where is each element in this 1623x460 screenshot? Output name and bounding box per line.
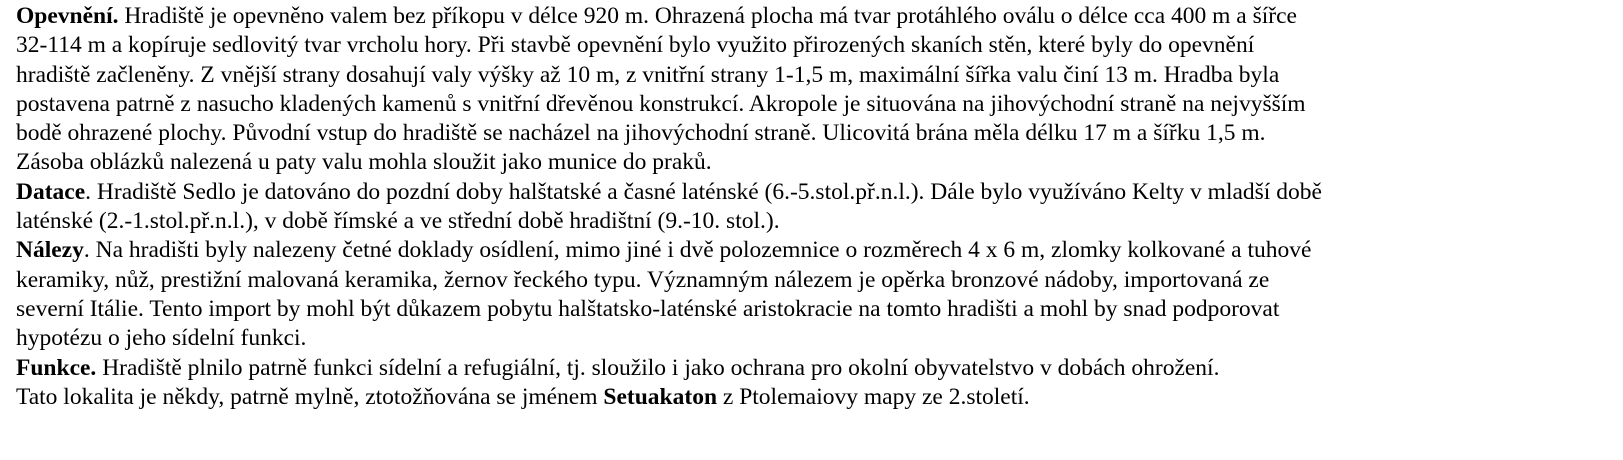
text-line: keramiky, nůž, prestižní malovaná keramika, žernov řeckého typu. Významným nálezem je opěrka bronzové nádoby, importovaná ze — [16, 266, 1270, 293]
section-label: Nálezy — [16, 237, 84, 264]
line-text: Hradiště plnilo patrně funkci sídelní a refugiální, tj. sloužilo i jako ochrana pro okolní obyvatelstvo v dobách ohrožení. — [96, 354, 1220, 381]
text-line: Zásoba oblázků nalezená u paty valu mohla sloužit jako munice do praků. — [16, 149, 712, 176]
text-line: postavena patrně z nasucho kladených kamenů s vnitřní dřevěnou konstrukcí. Akropole je situována na jihovýchodní straně na nejvyšším — [16, 90, 1306, 117]
line-text: . Hradiště Sedlo je datováno do pozdní doby halštatské a časné laténské (6.-5.stol.př.n.l.). Dále bylo využíváno Kelty v mladší době — [85, 178, 1322, 205]
section-label: Opevnění. — [16, 3, 119, 29]
text-line — [16, 236, 1613, 265]
text-line — [16, 383, 1613, 412]
text-line — [16, 354, 1613, 383]
section-label: Funkce. — [16, 354, 97, 381]
line-text: . Na hradišti byly nalezeny četné doklady osídlení, mimo jiné i dvě polozemnice o rozměrech 4 x 6 m, zlomky kolkované a tuhové — [83, 237, 1312, 264]
section-opevneni — [16, 2, 1613, 178]
text-line: laténské (2.-1.stol.př.n.l.), v době římské a ve střední době hradištní (9.-10. stol.). — [16, 208, 780, 235]
closing-text-after: z Ptolemaiovy mapy ze 2.století. — [717, 383, 1030, 410]
section-datace — [16, 178, 1613, 237]
closing-text-before: Tato lokalita je někdy, patrně mylně, ztotožňována se jménem — [16, 383, 604, 410]
section-label: Datace — [16, 178, 86, 205]
text-line: hradiště začleněny. Z vnější strany dosahují valy výšky až 10 m, z vnitřní strany 1-1,5 m, maximální šířka valu činí 13 m. Hradba byla — [16, 61, 1280, 88]
text-line: hypotézu o jeho sídelní funkci. — [16, 325, 307, 352]
line-text: Hradiště je opevněno valem bez příkopu v délce 920 m. Ohrazená plocha má tvar protáhlého oválu o délce cca 400 m a šířce — [118, 3, 1297, 29]
text-line: 32-114 m a kopíruje sedlovitý tvar vrcholu hory. Při stavbě opevnění bylo využito přirozených skaních stěn, které byly do opevnění — [16, 32, 1255, 59]
text-line: bodě ohrazené plochy. Původní vstup do hradiště se nacházel na jihovýchodní straně. Ulicovitá brána měla délku 17 m a šířku 1,5 m. — [16, 120, 1266, 147]
text-line — [16, 178, 1613, 207]
closing-paragraph — [16, 383, 1613, 412]
text-line — [16, 2, 1613, 31]
place-name: Setuakaton — [603, 383, 718, 410]
section-nalezy — [16, 236, 1613, 353]
section-funkce — [16, 354, 1613, 383]
text-line: severní Itálie. Tento import by mohl být důkazem pobytu halštatsko-laténské aristokracie na tomto hradišti a mohl by snad podporovat — [16, 295, 1280, 322]
